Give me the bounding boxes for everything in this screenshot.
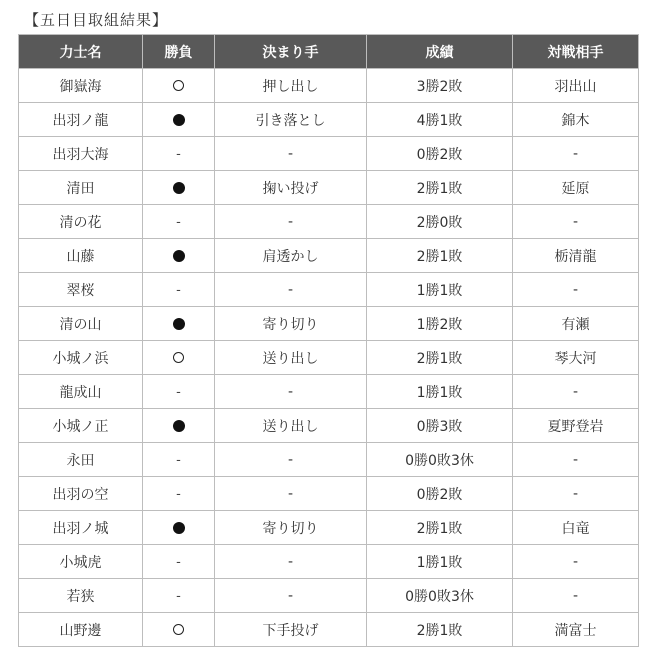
- kimarite-cell: 掬い投げ: [215, 171, 367, 205]
- result-cell: [143, 375, 215, 409]
- record-cell: 1勝1敗: [367, 375, 513, 409]
- black-circle-icon: [173, 318, 185, 330]
- record-cell: 2勝1敗: [367, 613, 513, 647]
- column-header-kimarite: 決まり手: [215, 35, 367, 69]
- wrestler-name: 龍成山: [19, 375, 143, 409]
- wrestler-name: 山野邊: [19, 613, 143, 647]
- wrestler-name: 清田: [19, 171, 143, 205]
- opponent-cell: 延原: [513, 171, 639, 205]
- result-cell: [143, 307, 215, 341]
- black-circle-icon: [173, 182, 185, 194]
- white-circle-icon: [173, 80, 184, 91]
- wrestler-name: 御嶽海: [19, 69, 143, 103]
- table-row: [19, 545, 639, 579]
- wrestler-name: 出羽ノ城: [19, 511, 143, 545]
- table-row: [19, 443, 639, 477]
- wrestler-name: 山藤: [19, 239, 143, 273]
- table-row: [19, 375, 639, 409]
- kimarite-cell: -: [215, 205, 367, 239]
- wrestler-name: 出羽の空: [19, 477, 143, 511]
- column-header-wrestler: 力士名: [19, 35, 143, 69]
- result-cell: [143, 409, 215, 443]
- record-cell: 2勝1敗: [367, 171, 513, 205]
- column-header-record: 成績: [367, 35, 513, 69]
- record-cell: 0勝2敗: [367, 137, 513, 171]
- wrestler-name: 翠桜: [19, 273, 143, 307]
- result-cell: [143, 545, 215, 579]
- opponent-cell: 錦木: [513, 103, 639, 137]
- record-cell: 0勝0敗3休: [367, 443, 513, 477]
- result-cell: [143, 613, 215, 647]
- black-circle-icon: [173, 522, 185, 534]
- opponent-cell: 有瀬: [513, 307, 639, 341]
- kimarite-cell: -: [215, 443, 367, 477]
- column-header-opponent: 対戦相手: [513, 35, 639, 69]
- opponent-cell: 満富士: [513, 613, 639, 647]
- record-cell: 2勝0敗: [367, 205, 513, 239]
- wrestler-name: 若狭: [19, 579, 143, 613]
- kimarite-cell: 押し出し: [215, 69, 367, 103]
- record-cell: 2勝1敗: [367, 511, 513, 545]
- result-cell: [143, 137, 215, 171]
- wrestler-name: 小城ノ浜: [19, 341, 143, 375]
- opponent-cell: -: [513, 579, 639, 613]
- black-circle-icon: [173, 420, 185, 432]
- table-row: [19, 205, 639, 239]
- result-cell: [143, 103, 215, 137]
- results-table: [18, 34, 639, 647]
- table-row: [19, 69, 639, 103]
- no-bout-dash: -: [176, 554, 181, 570]
- black-circle-icon: [173, 250, 185, 262]
- record-cell: 0勝0敗3休: [367, 579, 513, 613]
- table-row: [19, 341, 639, 375]
- kimarite-cell: -: [215, 477, 367, 511]
- table-row: [19, 613, 639, 647]
- column-header-result: 勝負: [143, 35, 215, 69]
- kimarite-cell: 肩透かし: [215, 239, 367, 273]
- wrestler-name: 清の花: [19, 205, 143, 239]
- table-row: [19, 137, 639, 171]
- kimarite-cell: -: [215, 273, 367, 307]
- table-row: [19, 409, 639, 443]
- opponent-cell: -: [513, 375, 639, 409]
- no-bout-dash: -: [176, 384, 181, 400]
- kimarite-cell: -: [215, 579, 367, 613]
- table-row: [19, 579, 639, 613]
- table-row: [19, 171, 639, 205]
- result-cell: [143, 579, 215, 613]
- opponent-cell: -: [513, 545, 639, 579]
- no-bout-dash: -: [176, 282, 181, 298]
- result-cell: [143, 477, 215, 511]
- kimarite-cell: -: [215, 375, 367, 409]
- record-cell: 3勝2敗: [367, 69, 513, 103]
- table-row: [19, 511, 639, 545]
- no-bout-dash: -: [176, 486, 181, 502]
- no-bout-dash: -: [176, 214, 181, 230]
- opponent-cell: 羽出山: [513, 69, 639, 103]
- table-row: [19, 477, 639, 511]
- no-bout-dash: -: [176, 452, 181, 468]
- result-cell: [143, 511, 215, 545]
- opponent-cell: -: [513, 205, 639, 239]
- black-circle-icon: [173, 114, 185, 126]
- white-circle-icon: [173, 352, 184, 363]
- page-title: 【五日目取組結果】: [24, 11, 169, 29]
- opponent-cell: 琴大河: [513, 341, 639, 375]
- results-body: [19, 69, 639, 647]
- opponent-cell: -: [513, 443, 639, 477]
- table-row: [19, 103, 639, 137]
- table-row: [19, 307, 639, 341]
- record-cell: 1勝1敗: [367, 273, 513, 307]
- opponent-cell: 白竜: [513, 511, 639, 545]
- record-cell: 1勝2敗: [367, 307, 513, 341]
- table-row: [19, 273, 639, 307]
- wrestler-name: 小城虎: [19, 545, 143, 579]
- no-bout-dash: -: [176, 146, 181, 162]
- wrestler-name: 出羽ノ龍: [19, 103, 143, 137]
- kimarite-cell: 送り出し: [215, 341, 367, 375]
- kimarite-cell: 寄り切り: [215, 307, 367, 341]
- no-bout-dash: -: [176, 588, 181, 604]
- wrestler-name: 出羽大海: [19, 137, 143, 171]
- record-cell: 2勝1敗: [367, 341, 513, 375]
- kimarite-cell: 寄り切り: [215, 511, 367, 545]
- header-row: [19, 35, 639, 69]
- kimarite-cell: 引き落とし: [215, 103, 367, 137]
- record-cell: 1勝1敗: [367, 545, 513, 579]
- opponent-cell: -: [513, 477, 639, 511]
- result-cell: [143, 205, 215, 239]
- result-cell: [143, 443, 215, 477]
- kimarite-cell: -: [215, 137, 367, 171]
- opponent-cell: 栃清龍: [513, 239, 639, 273]
- opponent-cell: 夏野登岩: [513, 409, 639, 443]
- result-cell: [143, 69, 215, 103]
- opponent-cell: -: [513, 137, 639, 171]
- kimarite-cell: 下手投げ: [215, 613, 367, 647]
- record-cell: 0勝2敗: [367, 477, 513, 511]
- record-cell: 0勝3敗: [367, 409, 513, 443]
- opponent-cell: -: [513, 273, 639, 307]
- wrestler-name: 小城ノ正: [19, 409, 143, 443]
- result-cell: [143, 273, 215, 307]
- table-row: [19, 239, 639, 273]
- wrestler-name: 清の山: [19, 307, 143, 341]
- kimarite-cell: -: [215, 545, 367, 579]
- kimarite-cell: 送り出し: [215, 409, 367, 443]
- white-circle-icon: [173, 624, 184, 635]
- result-cell: [143, 171, 215, 205]
- result-cell: [143, 239, 215, 273]
- wrestler-name: 永田: [19, 443, 143, 477]
- result-cell: [143, 341, 215, 375]
- record-cell: 4勝1敗: [367, 103, 513, 137]
- record-cell: 2勝1敗: [367, 239, 513, 273]
